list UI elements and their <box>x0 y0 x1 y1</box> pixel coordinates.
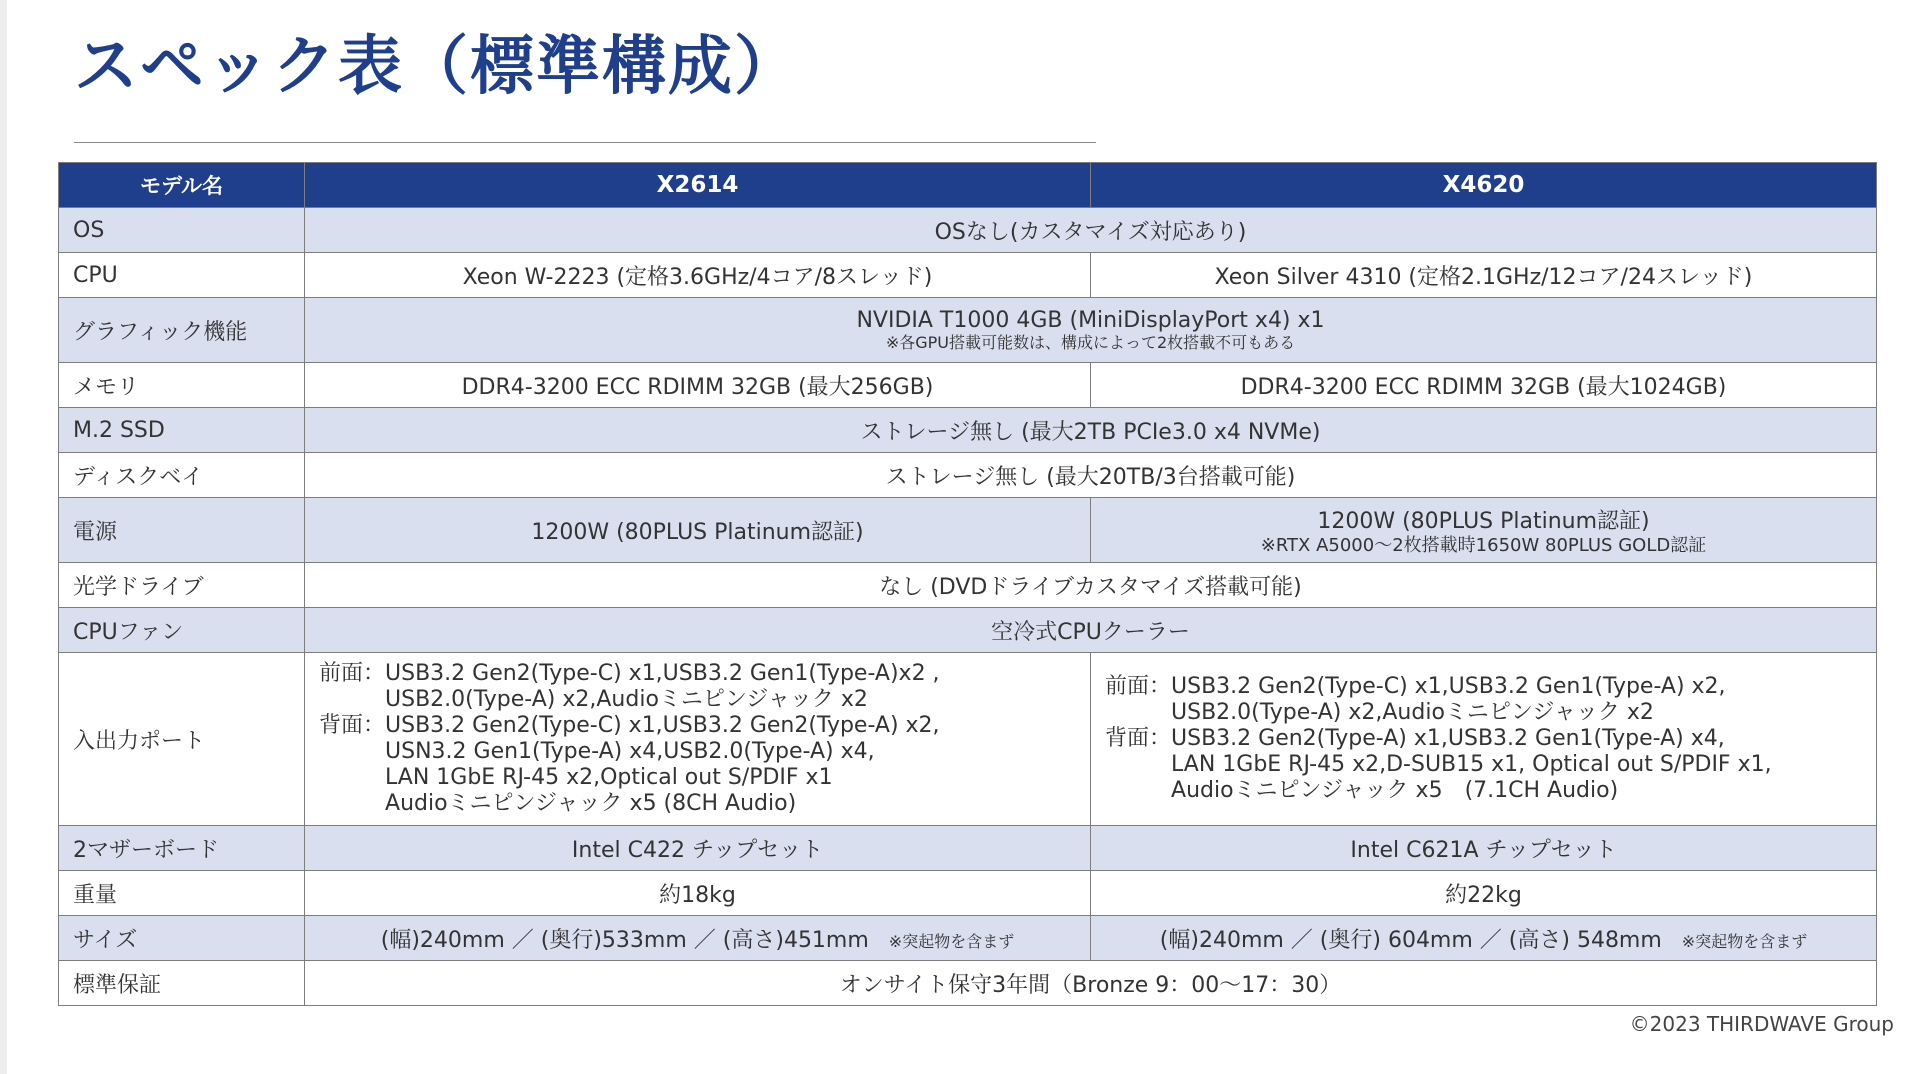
port-line <box>319 687 1076 713</box>
io-ports-b <box>1091 653 1877 826</box>
row-label: 重量 <box>59 871 305 916</box>
back-prefix: 背面： <box>319 713 386 738</box>
size-cell-b <box>1091 916 1877 961</box>
row-label: メモリ <box>59 363 305 408</box>
port-text: USB3.2 Gen2(Type-C) x1,USB3.2 Gen1(Type-A)x2 , <box>385 661 940 686</box>
cpu-fan-value: 空冷式CPUクーラー <box>305 608 1877 653</box>
size-note-a: ※突起物を含まず <box>888 931 1015 951</box>
title-divider <box>74 142 1096 143</box>
port-line <box>319 739 1076 765</box>
m2-value: ストレージ無し (最大2TB PCIe3.0 x4 NVMe) <box>305 408 1877 453</box>
port-line <box>319 661 1076 687</box>
page-title: スペック表（標準構成） <box>74 30 800 104</box>
power-value-b: 1200W (80PLUS Platinum認証) <box>1317 508 1650 534</box>
memory-value-a: DDR4-3200 ECC RDIMM 32GB (最大256GB) <box>305 363 1091 408</box>
os-value: OSなし(カスタマイズ対応あり) <box>305 208 1877 253</box>
port-line <box>1105 674 1862 700</box>
cpu-value-a: Xeon W-2223 (定格3.6GHz/4コア/8スレッド) <box>305 253 1091 298</box>
row-label: 2マザーボード <box>59 826 305 871</box>
port-text: Audioミニピンジャック x5 (7.1CH Audio) <box>1171 778 1619 803</box>
motherboard-value-b: Intel C621A チップセット <box>1091 826 1877 871</box>
row-power <box>59 498 1877 563</box>
port-text: LAN 1GbE RJ-45 x2,Optical out S/PDIF x1 <box>385 765 833 790</box>
row-label: CPU <box>59 253 305 298</box>
graphics-note: ※各GPU搭載可能数は、構成によって2枚搭載不可もある <box>885 332 1296 352</box>
front-prefix: 前面： <box>319 661 386 686</box>
port-text: Audioミニピンジャック x5 (8CH Audio) <box>385 791 797 816</box>
row-label: M.2 SSD <box>59 408 305 453</box>
row-size <box>59 916 1877 961</box>
copyright-text: ©2023 THIRDWAVE Group <box>1629 1012 1894 1036</box>
port-line <box>1105 700 1862 726</box>
port-text: USN3.2 Gen1(Type-A) x4,USB2.0(Type-A) x4, <box>385 739 875 764</box>
size-value-a: (幅)240mm ／ (奥行)533mm ／ (高さ)451mm <box>380 927 869 953</box>
port-text: USB3.2 Gen2(Type-C) x1,USB3.2 Gen2(Type-A) x2, <box>385 713 940 738</box>
io-ports-a <box>305 653 1091 826</box>
row-cpu-fan <box>59 608 1877 653</box>
row-label: OS <box>59 208 305 253</box>
power-cell-b <box>1091 498 1877 563</box>
row-graphics <box>59 298 1877 363</box>
spec-table <box>58 162 1877 1006</box>
power-value-a: 1200W (80PLUS Platinum認証) <box>305 498 1091 563</box>
optical-value: なし (DVDドライブカスタマイズ搭載可能) <box>305 563 1877 608</box>
port-text: USB2.0(Type-A) x2,Audioミニピンジャック x2 <box>385 687 868 712</box>
port-line <box>319 765 1076 791</box>
front-prefix: 前面： <box>1105 674 1172 699</box>
disk-bay-value: ストレージ無し (最大20TB/3台搭載可能) <box>305 453 1877 498</box>
row-os <box>59 208 1877 253</box>
row-io-ports <box>59 653 1877 826</box>
port-line <box>1105 752 1862 778</box>
graphics-cell <box>305 298 1877 363</box>
row-motherboard <box>59 826 1877 871</box>
port-text: USB3.2 Gen2(Type-C) x1,USB3.2 Gen1(Type-A) x2, <box>1171 674 1726 699</box>
row-weight <box>59 871 1877 916</box>
row-label: 光学ドライブ <box>59 563 305 608</box>
back-prefix: 背面： <box>1105 726 1172 751</box>
row-label: サイズ <box>59 916 305 961</box>
graphics-value: NVIDIA T1000 4GB (MiniDisplayPort x4) x1 <box>856 307 1325 333</box>
row-label: ディスクベイ <box>59 453 305 498</box>
port-line <box>1105 778 1862 804</box>
port-text: USB3.2 Gen2(Type-A) x1,USB3.2 Gen1(Type-A) x4, <box>1171 726 1725 751</box>
warranty-value: オンサイト保守3年間（Bronze 9：00～17：30） <box>305 961 1877 1006</box>
weight-value-a: 約18kg <box>305 871 1091 916</box>
motherboard-value-a: Intel C422 チップセット <box>305 826 1091 871</box>
size-value-b: (幅)240mm ／ (奥行) 604mm ／ (高さ) 548mm <box>1159 927 1662 953</box>
port-line <box>1105 726 1862 752</box>
row-m2-ssd <box>59 408 1877 453</box>
row-cpu <box>59 253 1877 298</box>
header-model-b: X4620 <box>1091 163 1877 208</box>
header-model-a: X2614 <box>305 163 1091 208</box>
row-memory <box>59 363 1877 408</box>
memory-value-b: DDR4-3200 ECC RDIMM 32GB (最大1024GB) <box>1091 363 1877 408</box>
header-model-name: モデル名 <box>59 163 305 208</box>
power-note-b: ※RTX A5000～2枚搭載時1650W 80PLUS GOLD認証 <box>1260 534 1707 556</box>
row-label: CPUファン <box>59 608 305 653</box>
port-text: USB2.0(Type-A) x2,Audioミニピンジャック x2 <box>1171 700 1654 725</box>
size-note-b: ※突起物を含まず <box>1681 931 1808 951</box>
port-line <box>319 791 1076 817</box>
left-edge-strip <box>0 0 7 1074</box>
row-disk-bay <box>59 453 1877 498</box>
table-header-row <box>59 163 1877 208</box>
row-warranty <box>59 961 1877 1006</box>
row-label: 標準保証 <box>59 961 305 1006</box>
row-label: グラフィック機能 <box>59 298 305 363</box>
port-line <box>319 713 1076 739</box>
row-label: 入出力ポート <box>59 653 305 826</box>
size-cell-a <box>305 916 1091 961</box>
cpu-value-b: Xeon Silver 4310 (定格2.1GHz/12コア/24スレッド) <box>1091 253 1877 298</box>
row-label: 電源 <box>59 498 305 563</box>
port-text: LAN 1GbE RJ-45 x2,D-SUB15 x1, Optical out S/PDIF x1, <box>1171 752 1772 777</box>
weight-value-b: 約22kg <box>1091 871 1877 916</box>
row-optical <box>59 563 1877 608</box>
